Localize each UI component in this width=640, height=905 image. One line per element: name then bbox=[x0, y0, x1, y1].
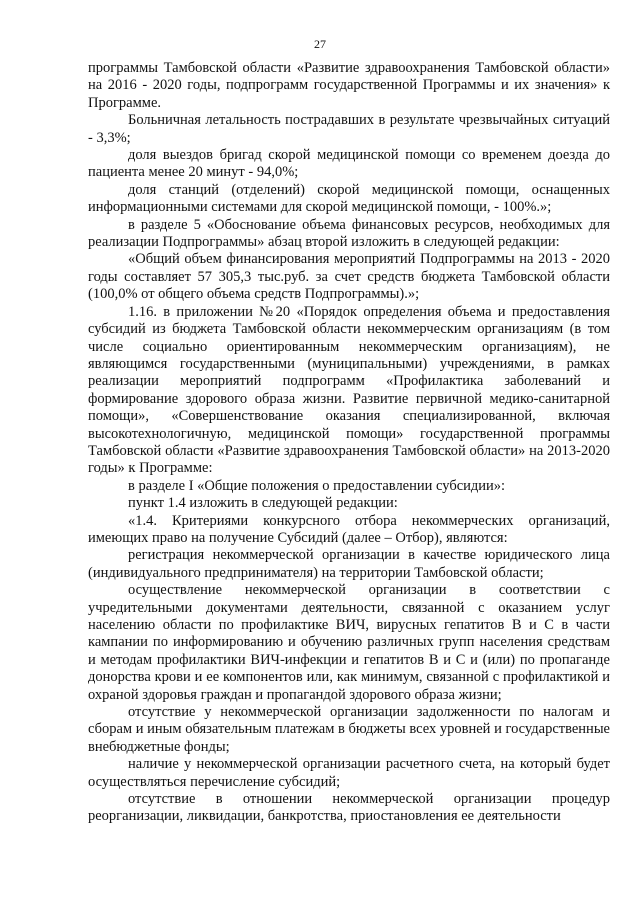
paragraph-criterion-registration: регистрация некоммерческой организации в качестве юридического лица (индивидуального предпринимателя) на территории Тамбовской области; bbox=[88, 547, 610, 581]
paragraph-selection-criteria: «1.4. Критериями конкурсного отбора некоммерческих организаций, имеющих право на получение Субсидий (далее – Отбор), являются: bbox=[88, 512, 610, 546]
paragraph-item-1-16: 1.16. в приложении №20 «Порядок определения объема и предоставления субсидий из бюджета Тамбовской области некоммерческим организациям (в том числе социально ориентированным некоммерческим организациям), не являющимся государственными (муниципальными) учреждениями, в рамках реализации мероприятий подпрограмм «Профилактика заболеваний и формирование здорового образа жизни. Развитие первичной медико-санитарной помощи», «Совершенствование оказания специализированной, включая высокотехнологичную, медицинской помощи» государственной программы Тамбовской области «Развитие здравоохранения Тамбовской области» на 2013-2020 годы» к Программе: bbox=[88, 303, 610, 477]
paragraph-criterion-no-debt: отсутствие у некоммерческой организации задолженности по налогам и сборам и иным обязательным платежам в бюджеты всех уровней и государственные внебюджетные фонды; bbox=[88, 704, 610, 755]
paragraph-financing-volume: «Общий объем финансирования мероприятий Подпрограммы на 2013 - 2020 годы составляет 57 305,3 тыс.руб. за счет средств бюджета Тамбовской области (100,0% от общего объема средств Подпрограммы).»; bbox=[88, 251, 610, 303]
paragraph-point-1-4: пункт 1.4 изложить в следующей редакции: bbox=[128, 495, 398, 512]
paragraph-criterion-no-reorganization: отсутствие в отношении некоммерческой организации процедур реорганизации, ликвидации, банкротства, приостановления ее деятельности bbox=[88, 791, 610, 825]
paragraph-section-i: в разделе I «Общие положения о предоставлении субсидии»: bbox=[128, 477, 506, 494]
paragraph-ambulance-response-indicator: доля выездов бригад скорой медицинской помощи со временем доезда до пациента менее 20 минут - 94,0%; bbox=[88, 147, 610, 181]
paragraph-continuation: программы Тамбовской области «Развитие здравоохранения Тамбовской области» на 2016 - 2020 годы, подпрограмм государственной Программы и их значения» к Программе. bbox=[88, 60, 610, 111]
page-number: 27 bbox=[314, 37, 326, 51]
paragraph-criterion-activity: осуществление некоммерческой организации в соответствии с учредительными документами деятельности, связанной с оказанием услуг населению области по профилактике ВИЧ, вирусных гепатитов В и С в части кампании по информированию и обучению различных групп населения средствам и методам профилактики ВИЧ-инфекции и гепатитов В и С и (или) по пропаганде донорства крови и ее компонентов или, как минимум, связанной с профилактикой и охраной здоровья граждан и пропагандой здорового образа жизни; bbox=[88, 582, 610, 703]
paragraph-ambulance-stations-indicator: доля станций (отделений) скорой медицинской помощи, оснащенных информационными системами для скорой медицинской помощи, - 100%.»; bbox=[88, 181, 610, 216]
paragraph-mortality-indicator: Больничная летальность пострадавших в результате чрезвычайных ситуаций - 3,3%; bbox=[88, 112, 610, 146]
paragraph-section5-amendment: в разделе 5 «Обоснование объема финансовых ресурсов, необходимых для реализации Подпрограммы» абзац второй изложить в следующей редакции: bbox=[88, 216, 610, 251]
paragraph-criterion-bank-account: наличие у некоммерческой организации расчетного счета, на который будет осуществляться перечисление субсидий; bbox=[88, 756, 610, 790]
document-body bbox=[88, 60, 610, 826]
